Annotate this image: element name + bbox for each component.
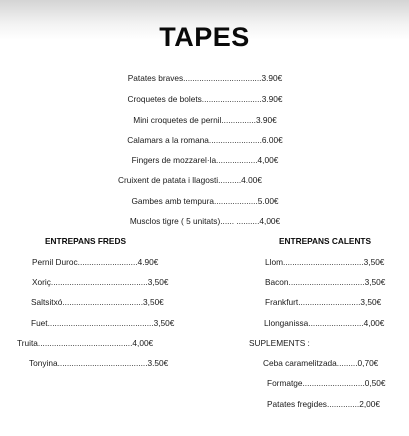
tapa-item: Croquetes de bolets..........................3.90€ — [127, 94, 283, 104]
freds-item: Fuet..............................................3,50€ — [31, 318, 175, 328]
freds-item: Pernil Duroc..........................4.90€ — [32, 257, 159, 267]
tapa-item: Patates braves..................................3.90€ — [127, 73, 283, 83]
tapa-item: Mini croquetes de pernil...............3.90€ — [133, 115, 277, 125]
tapa-item: Calamars a la romana.......................6.00€ — [127, 135, 283, 145]
freds-item: Saltsitxó...................................3,50€ — [31, 297, 164, 307]
freds-item: Xoriç..........................................3,50€ — [32, 277, 169, 287]
calents-item: Llonganissa........................4,00€ — [264, 318, 385, 328]
tapa-item: Cruixent de patata i llagosti..........4.00€ — [118, 175, 262, 185]
suplement-item: Ceba caramelitzada.........0,70€ — [263, 358, 379, 368]
tapa-item: Gambes amb tempura...................5.00€ — [131, 196, 279, 206]
freds-item: Tonyina.......................................3.50€ — [29, 358, 169, 368]
menu-title: TAPES — [159, 22, 250, 52]
calents-heading: ENTREPANS CALENTS — [279, 236, 372, 246]
freds-item: Truita.........................................4,00€ — [17, 338, 154, 348]
calents-item: Frankfurt...........................3,50€ — [265, 297, 382, 307]
tapa-item: Fingers de mozzarel·la..................4,00€ — [131, 155, 279, 165]
suplement-item: Patates fregides..............2,00€ — [267, 399, 380, 409]
tapa-item: Musclos tigre ( 5 unitats)...... ..........4,00€ — [129, 216, 281, 226]
suplements-heading: SUPLEMENTS : — [249, 338, 310, 348]
suplement-item: Formatge...........................0,50€ — [267, 378, 386, 388]
calents-item: Bacon.................................3,50€ — [265, 277, 386, 287]
freds-heading: ENTREPANS FREDS — [45, 236, 126, 246]
calents-item: Llom...................................3,50€ — [265, 257, 385, 267]
